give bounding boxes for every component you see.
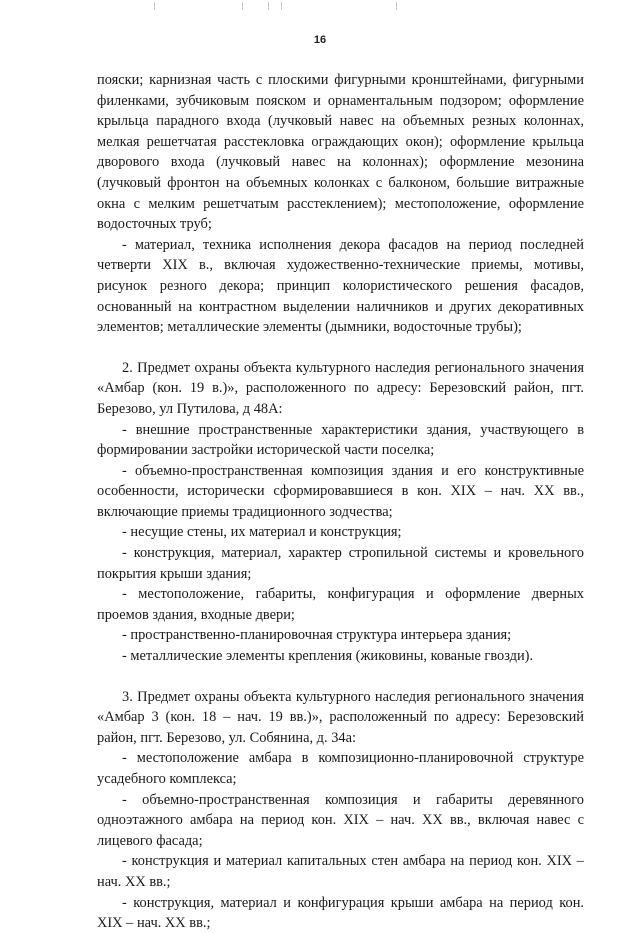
- list-item: - объемно-пространственная композиция и габариты деревянного одноэтажного амбара на период кон. XIX – нач. XX вв., включая навес с лицевого фасада;: [97, 791, 584, 849]
- page-number: 16: [313, 34, 327, 46]
- list-item: - металлические элементы крепления (жиковины, кованые гвозди).: [122, 648, 534, 665]
- list-item: - конструкция, материал, характер стропильной системы и кровельного покрытия крыши здания;: [97, 545, 584, 582]
- scan-artifacts: [150, 2, 410, 12]
- document-body: [97, 70, 584, 934]
- list-item: - несущие стены, их материал и конструкция;: [122, 524, 402, 541]
- list-item: - конструкция, материал и конфигурация крыши амбара на период кон. XIX – нач. XX вв.;: [97, 894, 584, 932]
- section-gap: [97, 338, 584, 358]
- section-gap: [97, 667, 584, 687]
- section-3-heading: 3. Предмет охраны объекта культурного наследия регионального значения «Амбар 3 (кон. 18 – нач. 19 вв.)», расположенный по адресу: Березовский район, пгт. Березово, ул. Собянина, д. 34а:: [97, 688, 584, 746]
- list-item: - местоположение, габариты, конфигурация и оформление дверных проемов здания, входные двери;: [97, 586, 584, 623]
- list-item: - конструкция и материал капитальных стен амбара на период кон. XIX – нач. XX вв.;: [97, 853, 584, 890]
- paragraph-facade-elements: пояски; карнизная часть с плоскими фигурными кронштейнами, фигурными филенками, зубчиковым пояском и орнаментальным подзором; оформление крыльца парадного входа (лучковый навес на объемных резных колоннах, мелкая решетчатая расстекловка ограждающих окон); оформление крыльца дворового входа (лучковый навес на колоннах); оформление мезонина (лучковый фронтон на объемных колонках с балконом, большие витражные окна с мелким решетчатым расстеклением); местоположение, оформление водосточных труб;: [97, 72, 584, 233]
- list-item: - пространственно-планировочная структура интерьера здания;: [122, 627, 512, 644]
- list-item: - внешние пространственные характеристики здания, участвующего в формировании застройки исторической части поселка;: [97, 421, 584, 459]
- paragraph-decor-material: - материал, техника исполнения декора фасадов на период последней четверти XIX в., включая художественно-технические приемы, мотивы, рисунок резного декора; принцип колористического решения фасадов, основанный на контрастном выделении наличников и других декоративных элементов; металлические элементы (дымники, водосточные трубы);: [97, 236, 584, 336]
- list-item: - объемно-пространственная композиция здания и его конструктивные особенности, исторически сформировавшиеся в кон. XIX – нач. XX вв., включающие приемы традиционного зодчества;: [97, 462, 584, 520]
- list-item: - местоположение амбара в композиционно-планировочной структуре усадебного комплекса;: [97, 750, 584, 787]
- section-2-heading: 2. Предмет охраны объекта культурного наследия регионального значения «Амбар (кон. 19 в.)», расположенного по адресу: Березовский район, пгт. Березово, ул Путилова, д 48А:: [97, 359, 584, 417]
